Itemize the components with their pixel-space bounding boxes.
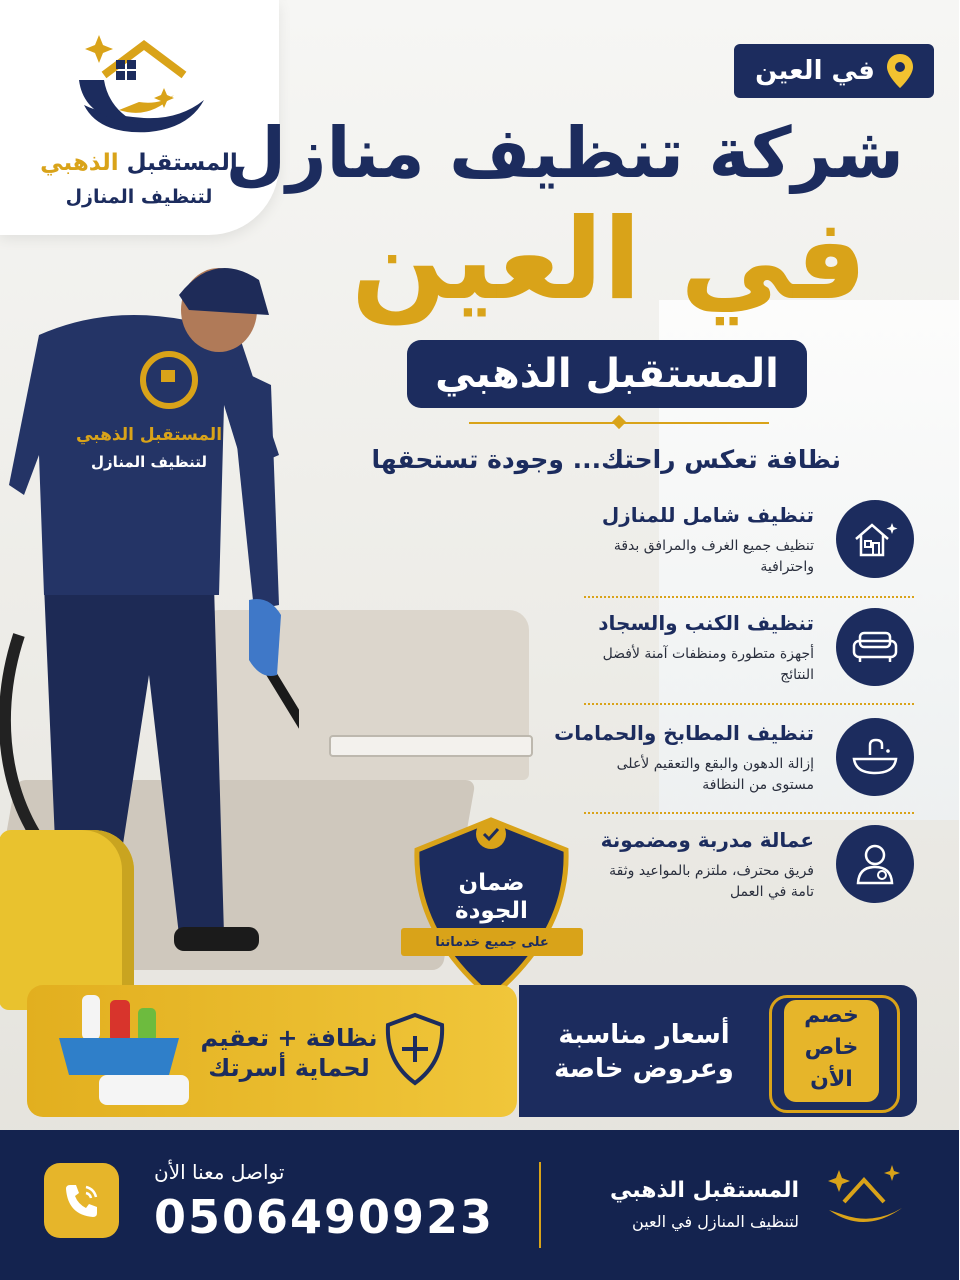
location-tag	[735, 44, 935, 98]
background-coffee-table	[330, 735, 534, 757]
service-title: تنظيف المطابخ والحمامات	[555, 721, 815, 745]
contact-label: تواصل معنا الأن	[155, 1160, 286, 1184]
location-text: في العين	[756, 56, 876, 86]
footer-separator	[540, 1162, 542, 1248]
tagline: نظافة تعكس راحتك... وجودة تستحقها	[372, 445, 842, 474]
discount-line1: خصم	[805, 1003, 860, 1028]
service-item-home-cleaning	[595, 500, 915, 610]
service-description: أجهزة متطورة ومنظفات آمنة لأفضل النتائج	[603, 646, 815, 683]
service-description: إزالة الدهون والبقع والتعقيم لأعلى مستوى من النظافة	[617, 756, 815, 793]
footer-brand-name: المستقبل الذهبي	[610, 1178, 800, 1203]
discount-line2: خاص	[805, 1035, 860, 1060]
phone-number[interactable]: 0506490923	[155, 1190, 496, 1244]
logo-subtitle: لتنظيف المنازل	[66, 186, 214, 208]
sofa-icon	[837, 608, 915, 686]
quality-badge-line1: ضمان	[459, 870, 526, 896]
cleaning-products-illustration	[55, 990, 195, 1110]
logo-emblem-icon	[60, 20, 220, 145]
headline-line2: في العين	[352, 195, 868, 325]
service-separator	[585, 812, 915, 815]
service-description: تنظيف جميع الغرف والمرافق بدقة واحترافية	[614, 538, 815, 575]
phone-icon	[61, 1179, 105, 1223]
headline-line1: شركة تنظيف منازل	[226, 112, 905, 194]
promo-prices-line1: أسعار مناسبة	[559, 1020, 731, 1050]
location-pin-icon	[888, 54, 914, 88]
shield-plus-icon	[385, 1012, 447, 1086]
promo-hygiene-line2: لحماية أسرتك	[209, 1054, 371, 1082]
service-item-trained-staff	[595, 825, 915, 935]
service-description: فريق محترف، ملتزم بالمواعيد وثقة تامة في العمل	[610, 863, 815, 900]
divider-diamond	[613, 415, 627, 429]
service-title: تنظيف الكنب والسجاد	[599, 611, 815, 635]
worker-icon	[837, 825, 915, 903]
vacuum-cleaner	[0, 830, 135, 1010]
uniform-brand-name: المستقبل الذهبي	[76, 425, 224, 445]
phone-call-button[interactable]	[45, 1163, 120, 1238]
service-separator	[585, 703, 915, 706]
logo-name-part1: المستقبل	[127, 150, 239, 176]
house-sparkle-icon	[837, 500, 915, 578]
promo-hygiene-line1: نظافة + تعقيم	[201, 1024, 379, 1052]
sink-faucet-icon	[837, 718, 915, 796]
promo-prices-line2: وعروض خاصة	[555, 1054, 735, 1084]
discount-badge	[785, 1000, 880, 1102]
uniform-brand-subtitle: لتنظيف المنازل	[92, 453, 208, 471]
brand-pill: المستقبل الذهبي	[408, 340, 808, 408]
service-title: عمالة مدربة ومضمونة	[601, 828, 815, 852]
quality-badge-line2: الجودة	[456, 898, 529, 924]
service-item-sofa-carpet	[595, 608, 915, 718]
logo-name-part2: الذهبي	[41, 150, 120, 176]
service-title: تنظيف شامل للمنازل	[602, 503, 815, 527]
discount-line3: الأن	[811, 1067, 854, 1092]
quality-badge-ribbon: على جميع خدماتنا	[402, 928, 584, 956]
service-separator	[585, 596, 915, 599]
footer-logo-icon	[815, 1160, 915, 1240]
footer-brand-subtitle: لتنظيف المنازل في العين	[633, 1212, 800, 1231]
